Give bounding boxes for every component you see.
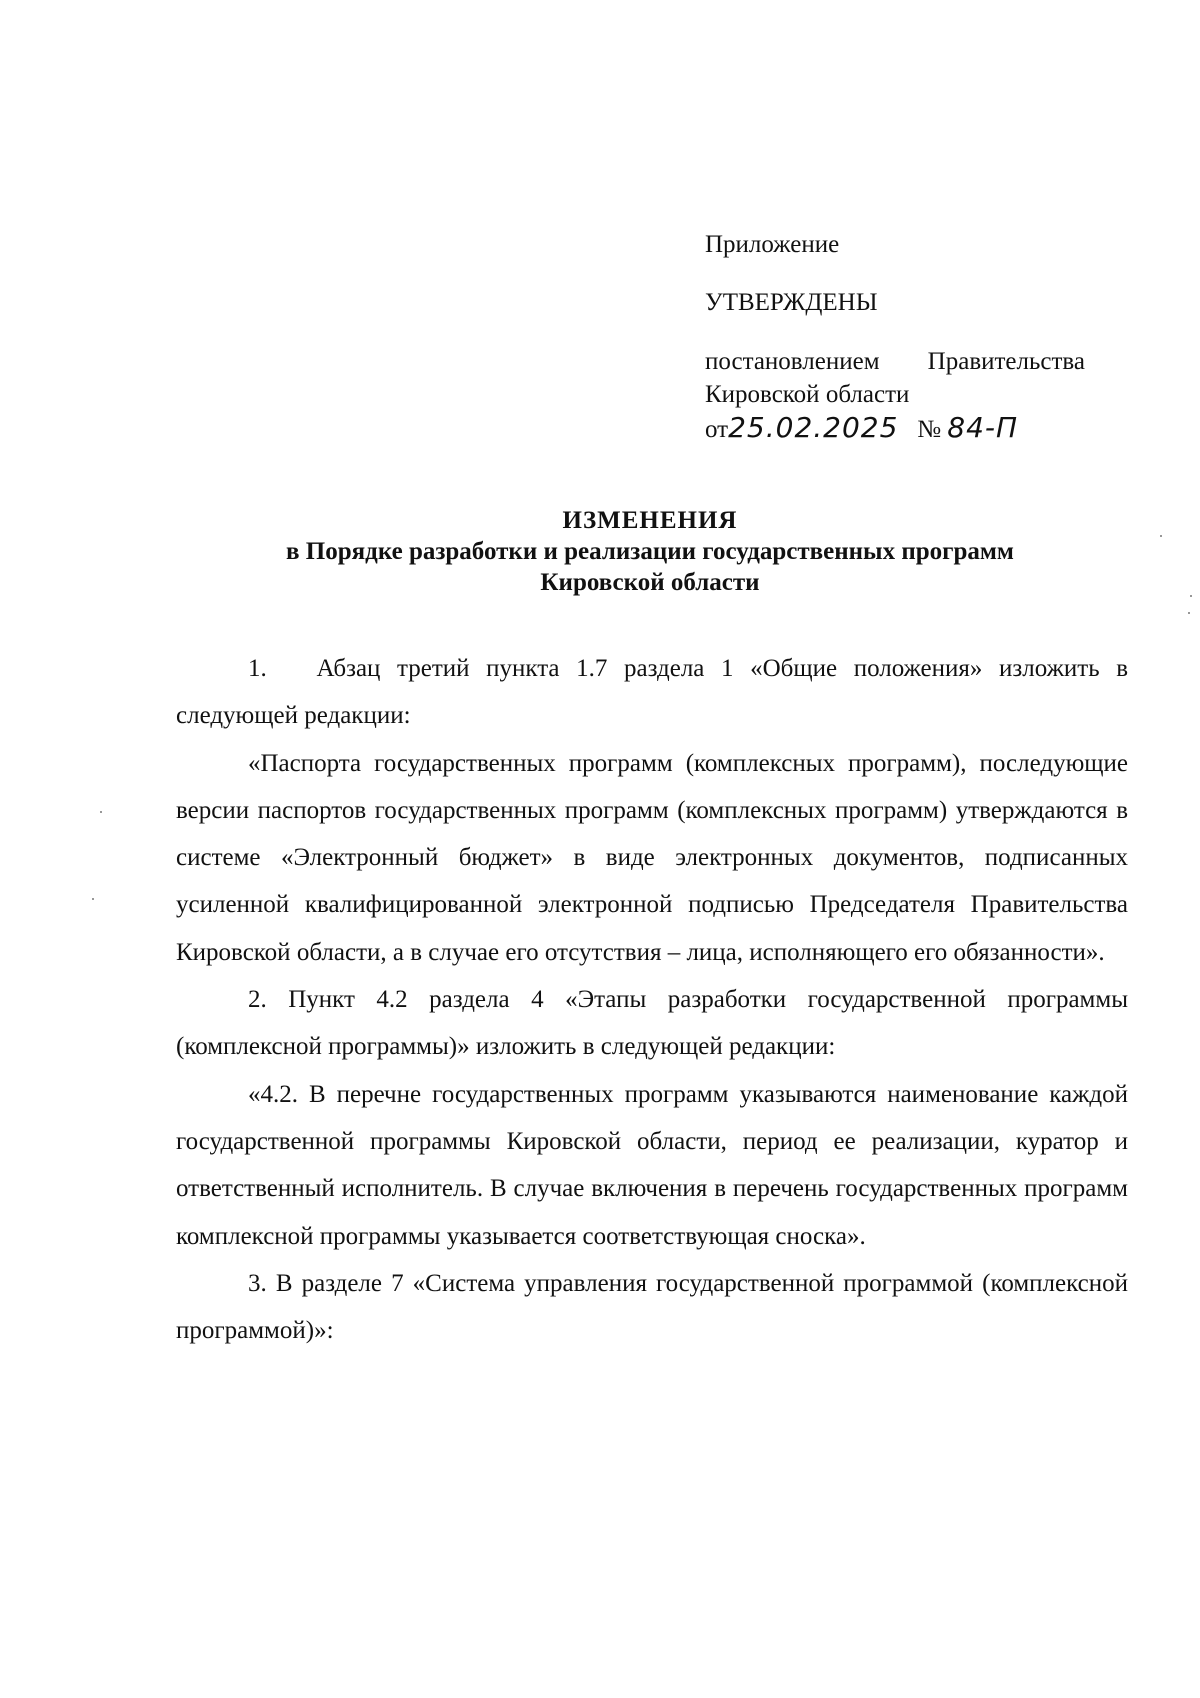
decree-date-handwritten: 25.02.2025 [728,411,899,444]
scan-speck [92,898,94,900]
appendix-label: Приложение [705,231,840,258]
scan-speck [1160,535,1162,537]
scan-speck [100,811,102,813]
decree-number-handwritten: 84-П [947,411,1019,444]
approved-label: УТВЕРЖДЕНЫ [705,289,878,316]
paragraph-2: «Паспорта государственных программ (комплексных программ), последующие версии паспортов государственных программ (комплексных программ) утверждаются в системе «Электронный бюджет» в виде электронных документов, подписанных усиленной квалифицированной электронной подписью Председателя Правительства Кировской области, а в случае его отсутствия – лица, исполняющего его обязанности». [176,749,1128,966]
decree-date-row [705,411,1125,446]
paragraph-5: 3. В разделе 7 «Система управления государственной программой (комплексной программой)»: [176,1269,1128,1345]
decree-line-1 [705,345,1085,378]
paragraph-3: 2. Пункт 4.2 раздела 4 «Этапы разработки государственной программы (комплексной программы)» изложить в следующей редакции: [176,986,1128,1061]
scan-speck [1190,595,1192,597]
approval-block [705,228,1125,446]
decree-reference [705,345,1125,446]
title-line-2: в Порядке разработки и реализации государственных программ [286,538,1014,565]
date-prefix: от [705,416,729,443]
government-word: Правительства [927,348,1085,375]
title-line-3: Кировской области [540,569,760,596]
document-body [176,645,1128,1354]
paragraph-1: 1. Абзац третий пункта 1.7 раздела 1 «Общие положения» изложить в следующей редакции: [176,655,1128,730]
title-line-1: ИЗМЕНЕНИЯ [562,507,738,534]
document-title [100,505,1200,598]
number-prefix: № [917,416,942,443]
scan-speck [1188,612,1190,614]
paragraph-4: «4.2. В перечне государственных программ указываются наименование каждой государственной программы Кировской области, период ее реализации, куратор и ответственный исполнитель. В случае включения в перечень государственных программ комплексной программы указывается соответствующая сноска». [176,1080,1128,1250]
decree-line-2: Кировской области [705,381,910,408]
decree-word: постановлением [705,348,880,375]
